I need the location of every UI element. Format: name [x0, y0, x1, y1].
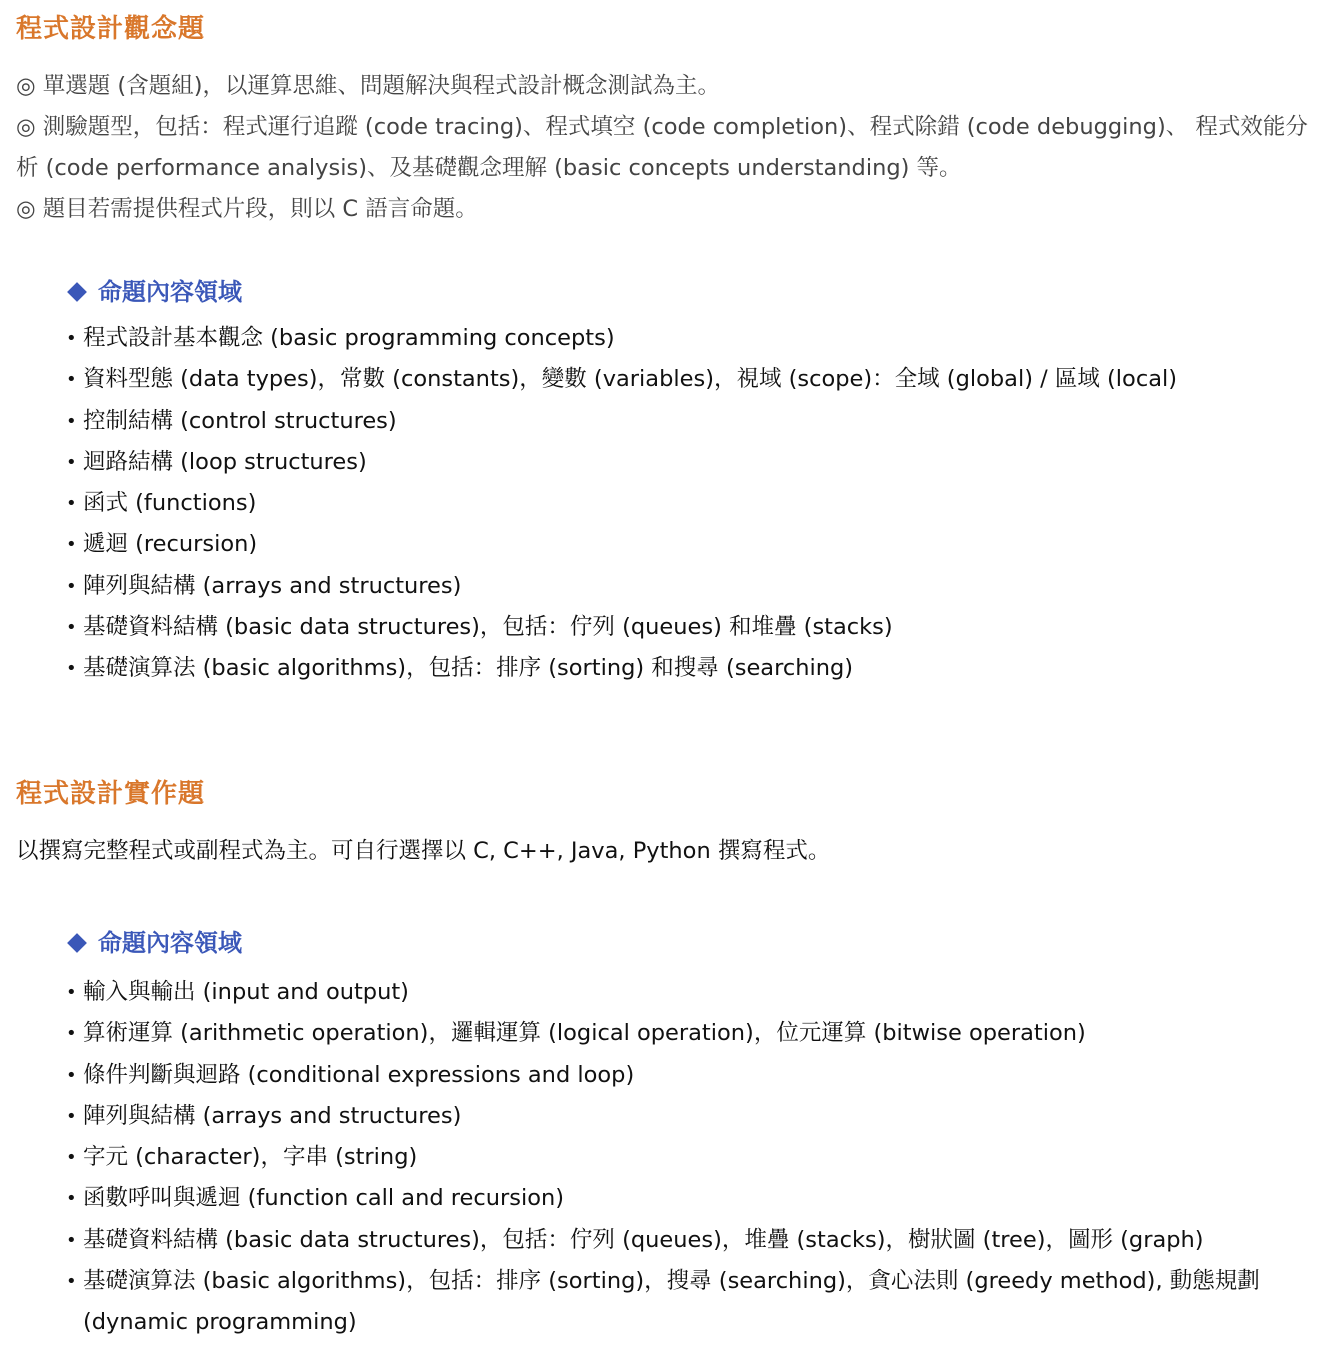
diamond-icon [67, 282, 87, 302]
practice-section-title: 程式設計實作題 [16, 779, 206, 809]
list-item: • 資料型態 (data types)，常數 (constants)，變數 (variables)，視域 (scope)：全域 (global) / 區域 (local) [66, 359, 1306, 400]
practice-subhead-label: 命題內容領域 [98, 929, 242, 957]
concept-section-title: 程式設計觀念題 [16, 14, 206, 44]
concept-intro-line: ◎ 測驗題型，包括：程式運行追蹤 (code tracing)、程式填空 (code completion)、程式除錯 (code debugging)、 程式效能分析 (code performance analysis)、及基礎觀念理解 (basic concepts understanding) 等。 [16, 114, 1308, 181]
practice-topic-list [66, 972, 1306, 1344]
list-item: • 陣列與結構 (arrays and structures) [66, 1096, 1306, 1137]
practice-intro [16, 831, 1316, 872]
list-item: • 條件判斷與迴路 (conditional expressions and loop) [66, 1055, 1306, 1096]
concept-subhead-label: 命題內容領域 [98, 278, 242, 306]
list-item: • 函式 (functions) [66, 483, 1306, 524]
concept-intro-line: ◎ 單選題 (含題組)，以運算思維、問題解決與程式設計概念測試為主。 [16, 73, 720, 99]
list-item: • 字元 (character)，字串 (string) [66, 1137, 1306, 1178]
list-item: • 輸入與輸出 (input and output) [66, 972, 1306, 1013]
list-item: • 基礎資料結構 (basic data structures)，包括：佇列 (queues) 和堆疊 (stacks) [66, 607, 1306, 648]
concept-subhead [66, 276, 242, 308]
list-item: • 基礎演算法 (basic algorithms)，包括：排序 (sorting)，搜尋 (searching)，貪心法則 (greedy method), 動態規劃 (dynamic programming) [66, 1261, 1306, 1344]
list-item: • 遞迴 (recursion) [66, 524, 1306, 565]
practice-subhead [66, 927, 242, 959]
list-item: • 控制結構 (control structures) [66, 401, 1306, 442]
concept-intro [16, 66, 1316, 230]
list-item: • 程式設計基本觀念 (basic programming concepts) [66, 318, 1306, 359]
diamond-icon [67, 933, 87, 953]
list-item: • 陣列與結構 (arrays and structures) [66, 566, 1306, 607]
list-item: • 函數呼叫與遞迴 (function call and recursion) [66, 1178, 1306, 1219]
practice-intro-line: 以撰寫完整程式或副程式為主。可自行選擇以 C, C++, Java, Python 撰寫程式。 [16, 838, 831, 864]
list-item: • 基礎資料結構 (basic data structures)，包括：佇列 (queues)，堆疊 (stacks)，樹狀圖 (tree)，圖形 (graph) [66, 1220, 1306, 1261]
concept-topic-list [66, 318, 1306, 690]
list-item: • 基礎演算法 (basic algorithms)，包括：排序 (sorting) 和搜尋 (searching) [66, 648, 1306, 689]
list-item: • 算術運算 (arithmetic operation)，邏輯運算 (logical operation)，位元運算 (bitwise operation) [66, 1013, 1306, 1054]
list-item: • 迴路結構 (loop structures) [66, 442, 1306, 483]
concept-intro-line: ◎ 題目若需提供程式片段，則以 C 語言命題。 [16, 196, 478, 222]
